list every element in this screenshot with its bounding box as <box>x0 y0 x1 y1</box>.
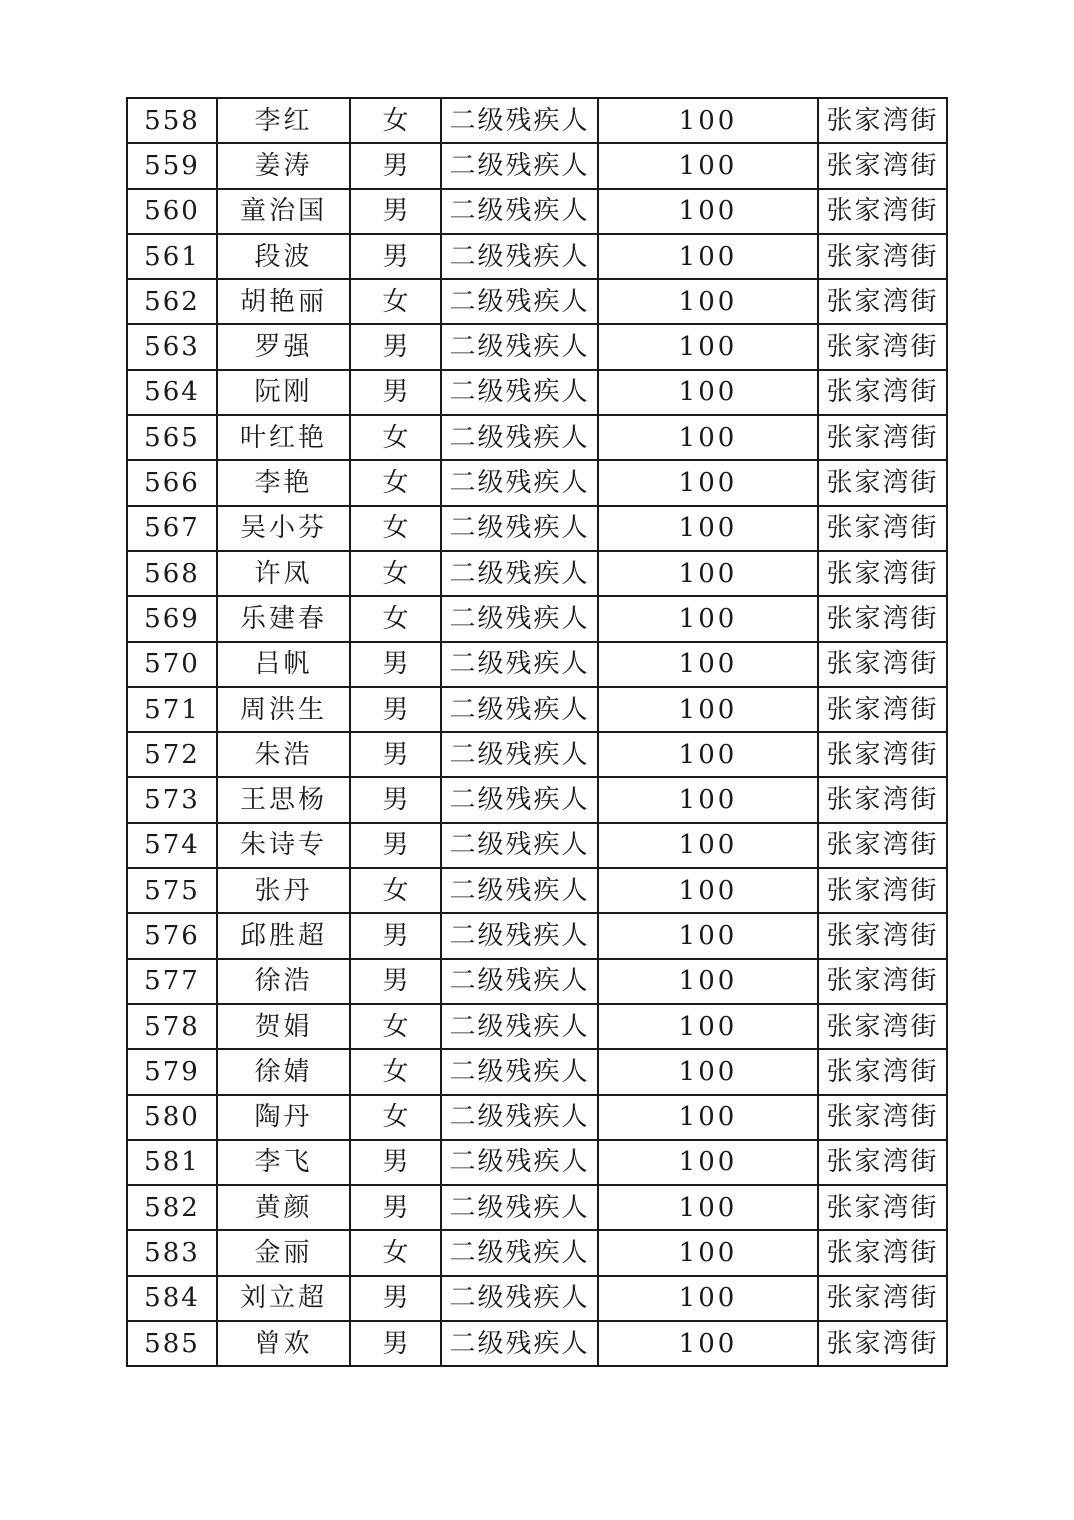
amount-cell: 100 <box>598 460 818 505</box>
row-number-cell: 585 <box>127 1321 217 1366</box>
street-cell: 张家湾街 <box>818 1276 947 1321</box>
table-row <box>127 370 947 415</box>
street-cell: 张家湾街 <box>818 913 947 958</box>
street-cell: 张家湾街 <box>818 1095 947 1140</box>
street-cell: 张家湾街 <box>818 1185 947 1230</box>
name-cell: 许凤 <box>217 551 350 596</box>
amount-cell: 100 <box>598 687 818 732</box>
disability-level-cell: 二级残疾人 <box>441 506 598 551</box>
street-cell: 张家湾街 <box>818 1230 947 1275</box>
name-cell: 金丽 <box>217 1230 350 1275</box>
gender-cell: 男 <box>350 324 441 369</box>
street-cell: 张家湾街 <box>818 506 947 551</box>
disability-level-cell: 二级残疾人 <box>441 1321 598 1366</box>
disability-level-cell: 二级残疾人 <box>441 732 598 777</box>
amount-cell: 100 <box>598 279 818 324</box>
street-cell: 张家湾街 <box>818 551 947 596</box>
name-cell: 李艳 <box>217 460 350 505</box>
amount-cell: 100 <box>598 1321 818 1366</box>
street-cell: 张家湾街 <box>818 1321 947 1366</box>
name-cell: 段波 <box>217 234 350 279</box>
amount-cell: 100 <box>598 1230 818 1275</box>
table-row <box>127 596 947 641</box>
row-number-cell: 564 <box>127 370 217 415</box>
amount-cell: 100 <box>598 823 818 868</box>
amount-cell: 100 <box>598 1185 818 1230</box>
street-cell: 张家湾街 <box>818 370 947 415</box>
street-cell: 张家湾街 <box>818 279 947 324</box>
amount-cell: 100 <box>598 370 818 415</box>
disability-level-cell: 二级残疾人 <box>441 1230 598 1275</box>
disability-level-cell: 二级残疾人 <box>441 143 598 188</box>
amount-cell: 100 <box>598 777 818 822</box>
gender-cell: 女 <box>350 1049 441 1094</box>
table-row <box>127 234 947 279</box>
name-cell: 李飞 <box>217 1140 350 1185</box>
amount-cell: 100 <box>598 913 818 958</box>
amount-cell: 100 <box>598 1095 818 1140</box>
gender-cell: 女 <box>350 506 441 551</box>
table-row <box>127 324 947 369</box>
street-cell: 张家湾街 <box>818 1004 947 1049</box>
amount-cell: 100 <box>598 868 818 913</box>
name-cell: 罗强 <box>217 324 350 369</box>
name-cell: 朱浩 <box>217 732 350 777</box>
amount-cell: 100 <box>598 642 818 687</box>
gender-cell: 男 <box>350 777 441 822</box>
amount-cell: 100 <box>598 1276 818 1321</box>
table-row <box>127 1095 947 1140</box>
table-row <box>127 415 947 460</box>
disability-level-cell: 二级残疾人 <box>441 1276 598 1321</box>
street-cell: 张家湾街 <box>818 687 947 732</box>
name-cell: 贺娟 <box>217 1004 350 1049</box>
table-row <box>127 868 947 913</box>
amount-cell: 100 <box>598 415 818 460</box>
table-row <box>127 1230 947 1275</box>
gender-cell: 男 <box>350 1185 441 1230</box>
gender-cell: 男 <box>350 1276 441 1321</box>
name-cell: 李红 <box>217 98 350 143</box>
amount-cell: 100 <box>598 732 818 777</box>
disability-level-cell: 二级残疾人 <box>441 98 598 143</box>
table-row <box>127 1004 947 1049</box>
disability-level-cell: 二级残疾人 <box>441 415 598 460</box>
street-cell: 张家湾街 <box>818 868 947 913</box>
name-cell: 周洪生 <box>217 687 350 732</box>
name-cell: 朱诗专 <box>217 823 350 868</box>
amount-cell: 100 <box>598 959 818 1004</box>
street-cell: 张家湾街 <box>818 823 947 868</box>
gender-cell: 男 <box>350 642 441 687</box>
row-number-cell: 558 <box>127 98 217 143</box>
table-row <box>127 823 947 868</box>
disability-level-cell: 二级残疾人 <box>441 777 598 822</box>
gender-cell: 男 <box>350 1140 441 1185</box>
table-row <box>127 913 947 958</box>
row-number-cell: 559 <box>127 143 217 188</box>
row-number-cell: 582 <box>127 1185 217 1230</box>
disability-level-cell: 二级残疾人 <box>441 370 598 415</box>
disability-level-cell: 二级残疾人 <box>441 1185 598 1230</box>
street-cell: 张家湾街 <box>818 98 947 143</box>
amount-cell: 100 <box>598 189 818 234</box>
table-row <box>127 1321 947 1366</box>
disability-level-cell: 二级残疾人 <box>441 913 598 958</box>
disability-level-cell: 二级残疾人 <box>441 868 598 913</box>
table-row <box>127 189 947 234</box>
street-cell: 张家湾街 <box>818 732 947 777</box>
row-number-cell: 581 <box>127 1140 217 1185</box>
row-number-cell: 578 <box>127 1004 217 1049</box>
street-cell: 张家湾街 <box>818 777 947 822</box>
street-cell: 张家湾街 <box>818 642 947 687</box>
disability-level-cell: 二级残疾人 <box>441 642 598 687</box>
disability-level-cell: 二级残疾人 <box>441 460 598 505</box>
gender-cell: 男 <box>350 143 441 188</box>
row-number-cell: 566 <box>127 460 217 505</box>
disability-level-cell: 二级残疾人 <box>441 279 598 324</box>
gender-cell: 女 <box>350 868 441 913</box>
name-cell: 姜涛 <box>217 143 350 188</box>
street-cell: 张家湾街 <box>818 959 947 1004</box>
disability-level-cell: 二级残疾人 <box>441 687 598 732</box>
gender-cell: 男 <box>350 234 441 279</box>
disability-level-cell: 二级残疾人 <box>441 1095 598 1140</box>
row-number-cell: 562 <box>127 279 217 324</box>
street-cell: 张家湾街 <box>818 324 947 369</box>
table-row <box>127 1049 947 1094</box>
gender-cell: 男 <box>350 687 441 732</box>
row-number-cell: 561 <box>127 234 217 279</box>
table-row <box>127 1140 947 1185</box>
name-cell: 阮刚 <box>217 370 350 415</box>
disability-level-cell: 二级残疾人 <box>441 1140 598 1185</box>
name-cell: 曾欢 <box>217 1321 350 1366</box>
street-cell: 张家湾街 <box>818 1049 947 1094</box>
disability-level-cell: 二级残疾人 <box>441 551 598 596</box>
row-number-cell: 563 <box>127 324 217 369</box>
roster-table <box>126 97 948 1367</box>
street-cell: 张家湾街 <box>818 234 947 279</box>
row-number-cell: 576 <box>127 913 217 958</box>
gender-cell: 女 <box>350 1004 441 1049</box>
gender-cell: 男 <box>350 823 441 868</box>
row-number-cell: 570 <box>127 642 217 687</box>
gender-cell: 女 <box>350 1095 441 1140</box>
disability-level-cell: 二级残疾人 <box>441 324 598 369</box>
table-row <box>127 1185 947 1230</box>
table-row <box>127 777 947 822</box>
amount-cell: 100 <box>598 551 818 596</box>
disability-level-cell: 二级残疾人 <box>441 823 598 868</box>
amount-cell: 100 <box>598 234 818 279</box>
table-row <box>127 732 947 777</box>
row-number-cell: 565 <box>127 415 217 460</box>
street-cell: 张家湾街 <box>818 189 947 234</box>
row-number-cell: 573 <box>127 777 217 822</box>
row-number-cell: 577 <box>127 959 217 1004</box>
gender-cell: 女 <box>350 415 441 460</box>
table-row <box>127 687 947 732</box>
table-row <box>127 506 947 551</box>
table-row <box>127 279 947 324</box>
gender-cell: 男 <box>350 913 441 958</box>
table-row <box>127 959 947 1004</box>
amount-cell: 100 <box>598 324 818 369</box>
name-cell: 徐浩 <box>217 959 350 1004</box>
name-cell: 王思杨 <box>217 777 350 822</box>
street-cell: 张家湾街 <box>818 415 947 460</box>
street-cell: 张家湾街 <box>818 596 947 641</box>
row-number-cell: 575 <box>127 868 217 913</box>
name-cell: 张丹 <box>217 868 350 913</box>
table-row <box>127 642 947 687</box>
gender-cell: 男 <box>350 732 441 777</box>
row-number-cell: 584 <box>127 1276 217 1321</box>
row-number-cell: 568 <box>127 551 217 596</box>
disability-level-cell: 二级残疾人 <box>441 1004 598 1049</box>
disability-level-cell: 二级残疾人 <box>441 234 598 279</box>
row-number-cell: 574 <box>127 823 217 868</box>
gender-cell: 女 <box>350 596 441 641</box>
amount-cell: 100 <box>598 596 818 641</box>
disability-level-cell: 二级残疾人 <box>441 1049 598 1094</box>
name-cell: 陶丹 <box>217 1095 350 1140</box>
disability-level-cell: 二级残疾人 <box>441 596 598 641</box>
street-cell: 张家湾街 <box>818 1140 947 1185</box>
row-number-cell: 580 <box>127 1095 217 1140</box>
gender-cell: 女 <box>350 279 441 324</box>
row-number-cell: 572 <box>127 732 217 777</box>
gender-cell: 男 <box>350 189 441 234</box>
name-cell: 胡艳丽 <box>217 279 350 324</box>
table-row <box>127 143 947 188</box>
table-body <box>127 98 947 1366</box>
street-cell: 张家湾街 <box>818 143 947 188</box>
name-cell: 乐建春 <box>217 596 350 641</box>
name-cell: 叶红艳 <box>217 415 350 460</box>
table-row <box>127 460 947 505</box>
gender-cell: 女 <box>350 460 441 505</box>
amount-cell: 100 <box>598 506 818 551</box>
amount-cell: 100 <box>598 143 818 188</box>
table-row <box>127 1276 947 1321</box>
gender-cell: 女 <box>350 98 441 143</box>
street-cell: 张家湾街 <box>818 460 947 505</box>
row-number-cell: 560 <box>127 189 217 234</box>
disability-level-cell: 二级残疾人 <box>441 189 598 234</box>
name-cell: 吕帆 <box>217 642 350 687</box>
table-row <box>127 98 947 143</box>
row-number-cell: 571 <box>127 687 217 732</box>
row-number-cell: 569 <box>127 596 217 641</box>
gender-cell: 男 <box>350 370 441 415</box>
row-number-cell: 579 <box>127 1049 217 1094</box>
gender-cell: 男 <box>350 1321 441 1366</box>
amount-cell: 100 <box>598 1140 818 1185</box>
gender-cell: 女 <box>350 551 441 596</box>
amount-cell: 100 <box>598 98 818 143</box>
name-cell: 刘立超 <box>217 1276 350 1321</box>
amount-cell: 100 <box>598 1049 818 1094</box>
name-cell: 童治国 <box>217 189 350 234</box>
name-cell: 徐婧 <box>217 1049 350 1094</box>
name-cell: 邱胜超 <box>217 913 350 958</box>
name-cell: 黄颜 <box>217 1185 350 1230</box>
gender-cell: 男 <box>350 959 441 1004</box>
row-number-cell: 567 <box>127 506 217 551</box>
table-row <box>127 551 947 596</box>
disability-level-cell: 二级残疾人 <box>441 959 598 1004</box>
row-number-cell: 583 <box>127 1230 217 1275</box>
gender-cell: 女 <box>350 1230 441 1275</box>
name-cell: 吴小芬 <box>217 506 350 551</box>
amount-cell: 100 <box>598 1004 818 1049</box>
